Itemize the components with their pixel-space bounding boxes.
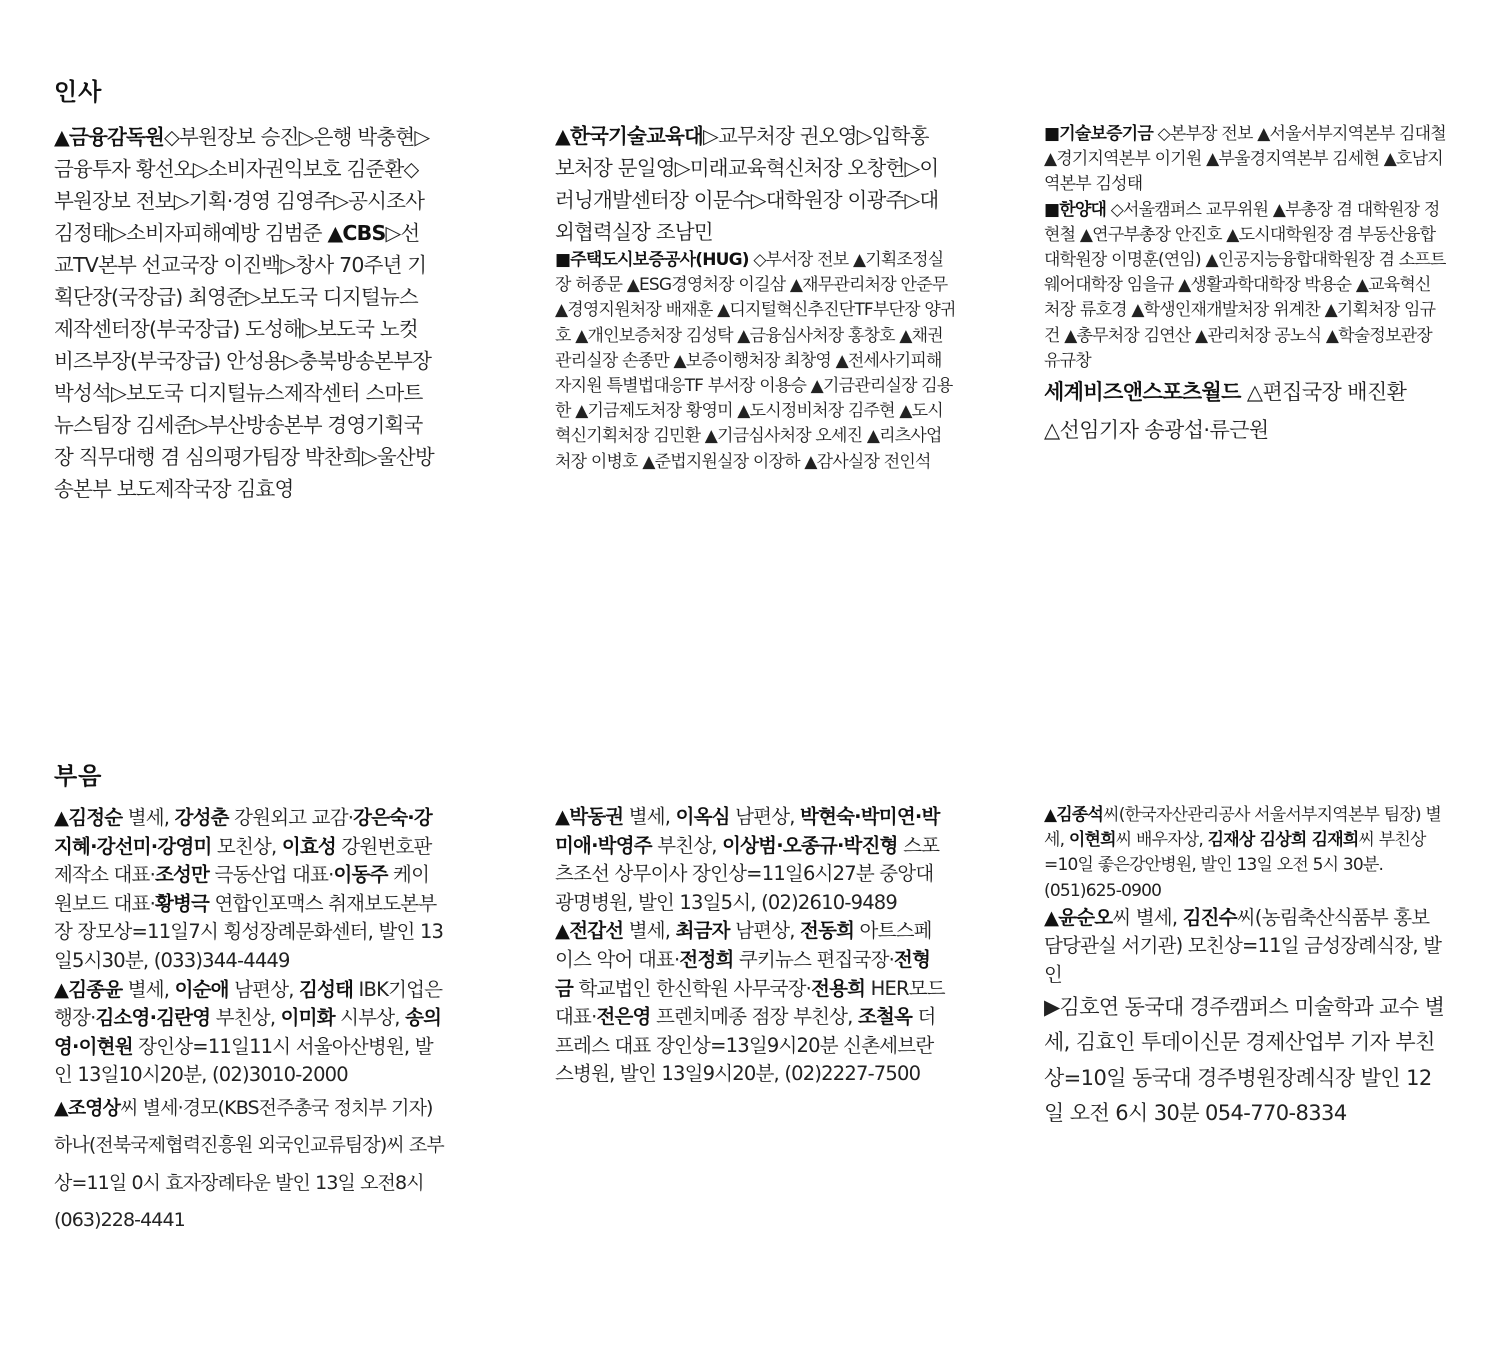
name-highlight: 강은숙·강지혜·강선미·강영미 (54, 806, 432, 858)
name-highlight: ▲김종석 (1044, 805, 1104, 825)
name-highlight: ▲박동권 (555, 805, 624, 828)
obituary-heading: 부음 (54, 762, 103, 790)
entry-text: 학교법인 한신학원 사무국장· (573, 976, 812, 1000)
obituary-entry (555, 917, 945, 1089)
personnel-column-1 (54, 121, 434, 505)
entry-text: 더프레스 대표 장인상=13일9시20분 신촌세브란스병원, 발인 13일9시20분, (02)2227-7500 (555, 1005, 936, 1086)
entry-text: 별세, (122, 806, 175, 829)
entry-text: ▶김호연 동국대 경주캠퍼스 미술학과 교수 별세, 김효인 투데이신문 경제산업부 기자 부친상=10일 동국대 경주병원장례식장 발인 12일 오전 6시 30분 054-770-8334 (1044, 994, 1445, 1126)
name-highlight: 송의영·이현원 (54, 1006, 442, 1058)
obituary-entry (1044, 990, 1446, 1132)
name-highlight: 이현희 (1068, 830, 1116, 851)
entry-text: 장인상=11일11시 서울아산병원, 발인 13일10시20분, (02)3010-2000 (54, 1034, 433, 1087)
entry-text: 프렌치메종 점장 부친상, (650, 1005, 858, 1029)
entry-text: 씨 부친상=10일 좋은강안병원, 발인 13일 오전 5시 30분. (051)625-0900 (1044, 830, 1426, 901)
personnel-column-2 (555, 120, 956, 475)
obituary-entry (555, 803, 945, 917)
name-highlight: 김소영·김란영 (95, 1006, 211, 1030)
entry-text: 남편상, (729, 919, 801, 943)
name-highlight: 조성만 (154, 863, 210, 887)
name-highlight: ▲전갑선 (555, 919, 624, 943)
name-highlight: 전은영 (596, 1005, 651, 1029)
personnel-entry (1044, 122, 1446, 198)
entry-text: ▷선교TV본부 선교국장 이진백▷창사 70주년 기획단장(국장급) 최영준▷보도국 디지털뉴스제작센터장(부국장급) 도성해▷보도국 노컷비즈부장(부국장급) 안성용▷충북방송본부장 박성석▷보도국 디지털뉴스제작센터 스마트뉴스팀장 김세준▷부산방송본부 경영기획국장 직무대행 겸 심의평가팀장 박찬희▷울산방송본부 보도제작국장 김효영 (54, 221, 434, 501)
org-name: ▲CBS (327, 221, 386, 245)
org-name: ■주택도시보증공사(HUG) (555, 250, 749, 270)
obituary-column-2 (555, 803, 945, 1089)
personnel-entry (1044, 374, 1424, 449)
entry-text: ◇본부장 전보 ▲서울서부지역본부 김대철 ▲경기지역본부 이기원 ▲부울경지역본부 김세현 ▲호남지역본부 김성태 (1044, 124, 1446, 195)
entry-text: 스포츠조선 상무이사 장인상=11일6시27분 중앙대광명병원, 발인 13일5시, (02)2610-9489 (555, 833, 940, 914)
name-highlight: 이미화 (280, 1006, 335, 1030)
name-highlight: 이효성 (281, 834, 336, 858)
name-highlight: 전동희 (800, 919, 855, 943)
entry-text: 씨 배우자상, (1115, 830, 1208, 851)
name-highlight: 김진수 (1182, 905, 1237, 929)
obituary-entry (1044, 803, 1446, 904)
entry-text: ◇부서장 전보 ▲기획조정실장 허종문 ▲ESG경영처장 이길삼 ▲재무관리처장 안준무 ▲경영지원처장 배재훈 ▲디지털혁신추진단TF부단장 양귀호 ▲개인보증처장 김성탁 ▲금융심사처장 홍창호 ▲채권관리실장 손종만 ▲보증이행처장 최창영 ▲전세사기피해자지원 특별법대응TF 부서장 이용승 ▲기금관리실장 김용한 ▲기금제도처장 황영미 ▲도시정비처장 김주현 ▲도시혁신기획처장 김민환 ▲기금심사처장 오세진 ▲리츠사업처장 이병호 ▲준법지원실장 이장하 ▲감사실장 전인석 (555, 250, 956, 472)
name-highlight: 황병극 (154, 891, 210, 915)
entry-text: IBK기업은행장· (54, 977, 443, 1030)
personnel-entry (54, 121, 434, 505)
name-highlight: 이순애 (174, 977, 229, 1001)
name-highlight: 김성태 (299, 977, 354, 1001)
name-highlight: 이옥심 (675, 805, 730, 828)
name-highlight: 박현숙·박미연·박미애·박영주 (555, 805, 940, 857)
personnel-entry (555, 248, 957, 475)
personnel-heading: 인사 (54, 78, 103, 106)
entry-text: 시부상, (334, 1006, 406, 1030)
obituary-entry (54, 1090, 446, 1240)
entry-text: 케이원보드 대표· (54, 863, 430, 915)
entry-text: 씨 별세·경모(KBS전주총국 정치부 기자) 하나(전북국제협력진흥원 외국인교류팀장)씨 조부상=11일 0시 효자장례타운 발인 13일 오전8시(063)228-4441 (54, 1096, 444, 1232)
personnel-column-3 (1044, 122, 1446, 449)
entry-text: 별세, (623, 919, 676, 943)
obituary-entry (54, 804, 446, 976)
name-highlight: ▲김정순 (54, 806, 123, 829)
personnel-entry (555, 120, 939, 248)
entry-text: HER모드 대표· (555, 976, 945, 1029)
entry-text: ◇서울캠퍼스 교무위원 ▲부총장 겸 대학원장 정현철 ▲연구부총장 안진호 ▲도시대학원장 겸 부동산융합대학원장 이명훈(연임) ▲인공지능융합대학원장 겸 소프트웨어대학장 임을규 ▲생활과학대학장 박용순 ▲교육혁신처장 류호경 ▲학생인재개발처장 위계찬 ▲기획처장 임규건 ▲총무처장 김연산 ▲관리처장 공노식 ▲학술정보관장 유규창 (1044, 199, 1446, 371)
name-highlight: 조철옥 (857, 1005, 913, 1029)
personnel-entry (1044, 198, 1446, 374)
name-highlight: 전정희 (679, 947, 734, 971)
org-name: ■한양대 (1044, 199, 1107, 220)
entry-text: 씨(한국자산관리공사 서울서부지역본부 팀장) 별세, (1044, 805, 1442, 851)
entry-text: 강원번호판제작소 대표· (54, 834, 432, 887)
name-highlight: ▲김종윤 (54, 977, 123, 1001)
org-name: ■기술보증기금 (1044, 124, 1153, 144)
entry-text: 남편상, (729, 805, 801, 828)
entry-text: 씨(농림축산식품부 홍보담당관실 서기관) 모친상=11일 금성장례식장, 발인 (1044, 905, 1442, 986)
name-highlight: 이동주 (333, 863, 388, 887)
obituary-column-3 (1044, 803, 1446, 1132)
entry-text: ◇부원장보 승진▷은행 박충현▷금융투자 황선오▷소비자권익보호 김준환◇부원장보 전보▷기획·경영 김영주▷공시조사 김정태▷소비자피해예방 김범준 (54, 125, 430, 245)
entry-text: ▷교무처장 권오영▷입학홍보처장 문일영▷미래교육혁신처장 오창헌▷이러닝개발센터장 이문수▷대학원장 이광주▷대외협력실장 조남민 (555, 124, 939, 244)
obituary-entry (54, 976, 446, 1090)
entry-text: 별세, (122, 977, 175, 1001)
entry-text: 별세, (623, 805, 676, 828)
entry-text: △편집국장 배진환 △선임기자 송광섭·류근원 (1044, 380, 1407, 442)
name-highlight: 김재상 김상희 김재희 (1207, 830, 1359, 851)
entry-text: 연합인포맥스 취재보도본부장 장모상=11일7시 횡성장례문화센터, 발인 13일5시30분, (033)344-4449 (54, 891, 444, 972)
entry-text: 강원외고 교감· (228, 806, 354, 829)
org-name: ▲금융감독원 (54, 125, 164, 149)
name-highlight: ▲윤순오 (1044, 905, 1113, 929)
name-highlight: 이상범·오종규·박진형 (722, 833, 898, 857)
entry-text: 쿠키뉴스 편집국장· (733, 947, 895, 971)
name-highlight: 전용희 (811, 976, 866, 1000)
name-highlight: 강성춘 (174, 806, 229, 829)
entry-text: 남편상, (228, 977, 300, 1001)
entry-text: 부친상, (210, 1006, 281, 1030)
entry-text: 극동산업 대표· (209, 863, 334, 887)
name-highlight: 최금자 (675, 919, 730, 943)
name-highlight: ▲조영상 (54, 1096, 121, 1119)
obituary-column-1 (54, 804, 446, 1240)
org-name: ▲한국기술교육대 (555, 124, 703, 148)
entry-text: 모친상, (211, 834, 282, 858)
org-name: 세계비즈앤스포츠월드 (1044, 380, 1241, 405)
obituary-entry (1044, 904, 1446, 990)
entry-text: 부친상, (651, 833, 723, 857)
entry-text: 씨 별세, (1112, 905, 1183, 929)
entry-text: 아트스페이스 악어 대표· (555, 919, 932, 971)
name-highlight: 전형금 (555, 947, 931, 1000)
